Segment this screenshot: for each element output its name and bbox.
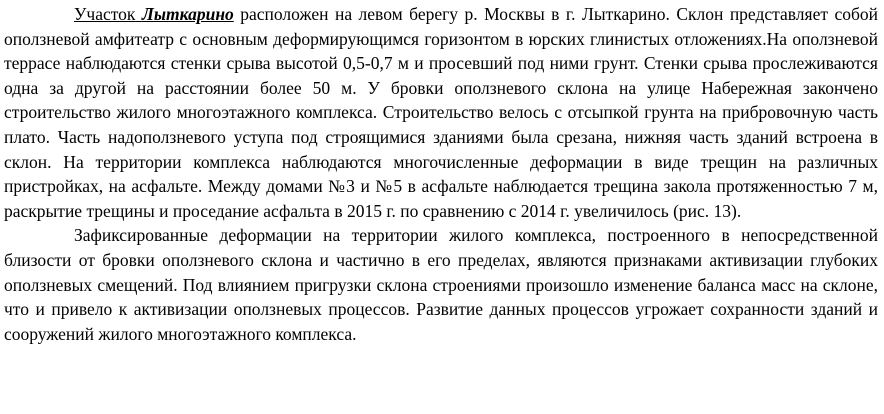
paragraph-2-body: Зафиксированные деформации на территории жилого комплекса, построенного в непосредственной близости от бровки оползневого склона и частично в его пределах, являются признаками активизации глубоких оползневых смещений. Под влиянием пригрузки склона строениями произошло изменение баланса масс на склоне, что и привело к активизации оползневых процессов. Развитие данных процессов угрожает сохранности зданий и сооружений жилого многоэтажного комплекса. [4, 225, 878, 344]
paragraph-1-body: расположен на левом берегу р. Москвы в г. Лыткарино. Склон представляет собой оползневой амфитеатр с основным деформирующимся горизонтом в юрских глинистых отложениях.На оползневой террасе наблюдаются стенки срыва высотой 0,5-0,7 м и просевший под ними грунт. Стенки срыва прослеживаются одна за другой на расстоянии более 50 м. У бровки оползневого склона на улице Набережная закончено строительство жилого многоэтажного комплекса. Строительство велось с отсыпкой грунта на прибровочную часть плато. Часть надоползневого уступа под строящимися зданиями была срезана, нижняя часть зданий встроена в склон. На территории комплекса наблюдаются многочисленные деформации в виде трещин на различных пристройках, на асфальте. Между домами №3 и №5 в асфальте наблюдается трещина закола протяженностью 7 м, раскрытие трещины и проседание асфальта в 2015 г. по сравнению с 2014 г. увеличилось (рис. 13). [4, 4, 879, 221]
paragraph-site-description [4, 2, 878, 223]
lead-word: Участок [74, 4, 136, 24]
underlined-heading [74, 4, 234, 24]
site-name: Лыткарино [141, 4, 234, 24]
paragraph-conclusion [4, 223, 878, 346]
